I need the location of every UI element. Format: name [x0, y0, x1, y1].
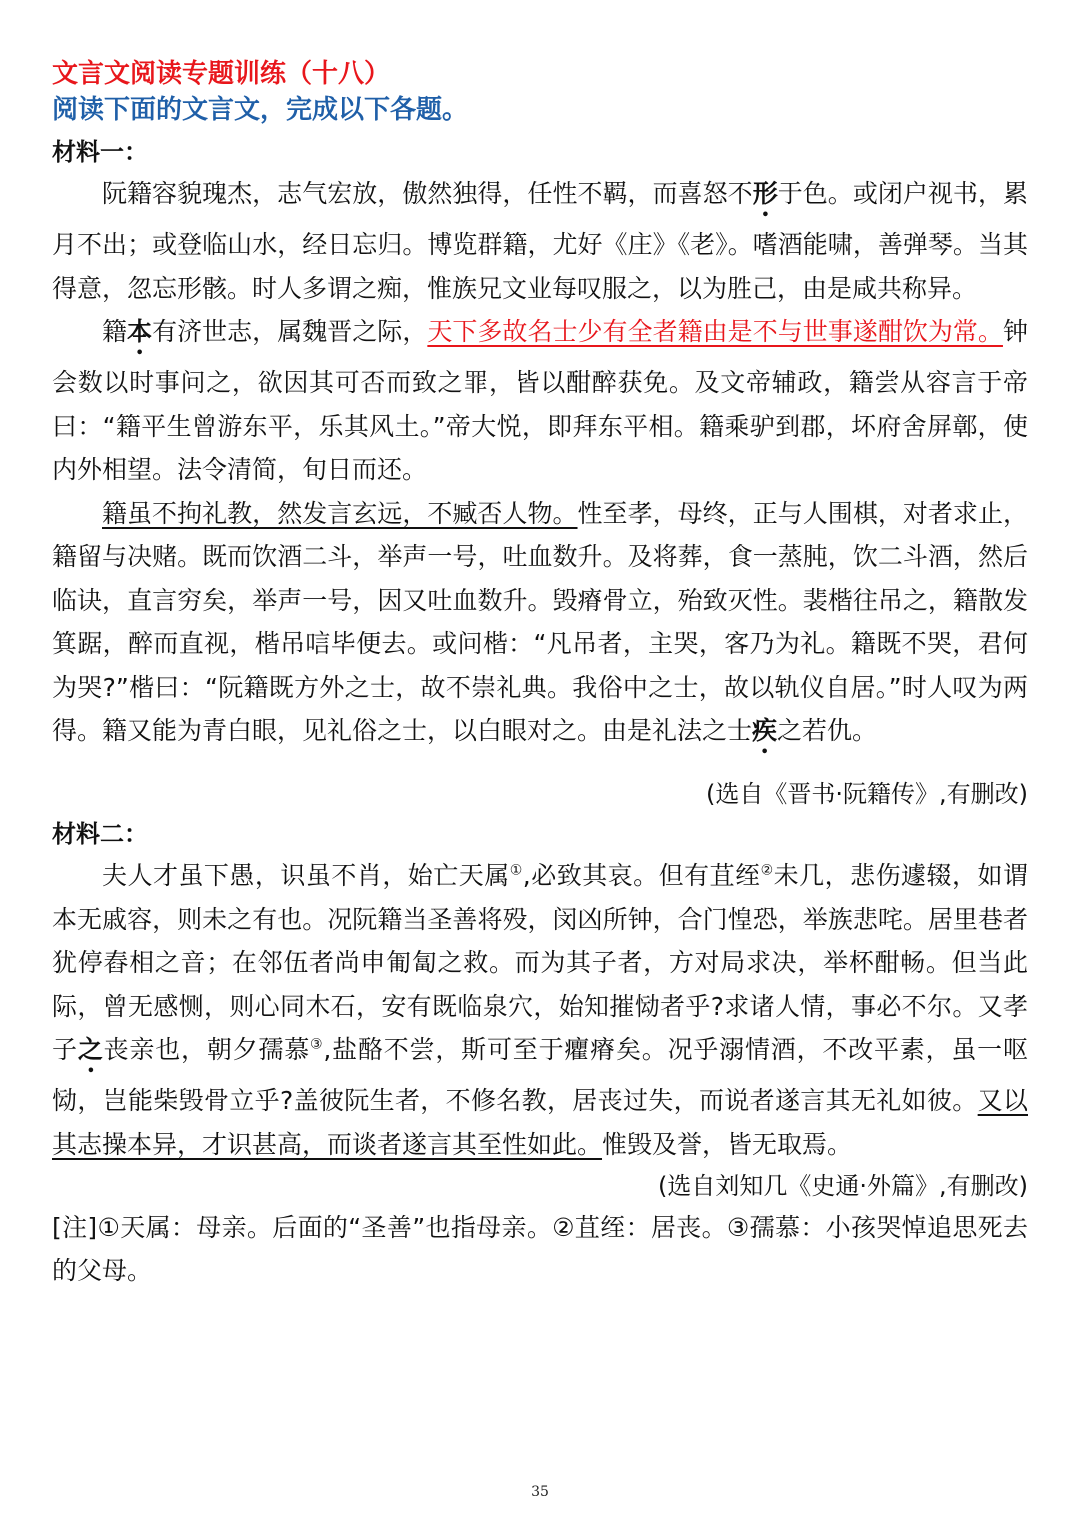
emphasis-char-xing: 形: [752, 179, 778, 208]
footnote-marker-2: ②: [760, 862, 774, 879]
footnote-marker-1: ①: [509, 862, 523, 879]
footnotes: [注]①天属：母亲。后面的“圣善”也指母亲。②苴绖：居丧。③孺慕：小孩哭悼追思死去的父母。: [52, 1213, 1028, 1285]
material1-source: (选自《晋书·阮籍传》,有删改): [706, 780, 1028, 808]
red-underlined-sentence: 天下多故名士少有全者籍由是不与世事遂酣饮为常。: [427, 317, 1003, 346]
material1-paragraph-1: 阮籍容貌瑰杰，志气宏放，傲然独得，任性不羁，而喜怒不形于色。或闭户视书，累月不出；或登临山水，经日忘归。博览群籍，尤好《庄》《老》。嗜酒能啸，善弹琴。当其得意，忽忘形骸。时人多谓之痴，惟族兄文业每叹服之，以为胜己，由是咸共称异。: [52, 179, 1028, 303]
material1-paragraph-2: 籍本有济世志，属魏晋之际，天下多故名士少有全者籍由是不与世事遂酣饮为常。钟会数以时事问之，欲因其可否而致之罪，皆以酣醉获免。及文帝辅政，籍尝从容言于帝曰：“籍平生曾游东平，乐其风土。”帝大悦，即拜东平相。籍乘驴到郡，坏府舍屏鄣，使内外相望。法令清简，旬日而还。: [52, 317, 1028, 484]
material2-label: 材料二：: [52, 820, 148, 848]
material1-paragraph-3: 籍虽不拘礼教，然发言玄远，不臧否人物。性至孝，母终，正与人围棋，对者求止，籍留与决赌。既而饮酒二斗，举声一号，吐血数升。及将葬，食一蒸肫，饮二斗酒，然后临诀，直言穷矣，举声一号，因又吐血数升。毁瘠骨立，殆致灭性。裴楷往吊之，籍散发箕踞，醉而直视，楷吊唁毕便去。或问楷：“凡吊者，主哭，客乃为礼。籍既不哭，君何为哭?”楷曰：“阮籍既方外之士，故不崇礼典。我俗中之士，故以轨仪自居。”时人叹为两得。籍又能为青白眼，见礼俗之士，以白眼对之。由是礼法之士疾之若仇。: [52, 498, 1028, 745]
emphasis-char-ben: 本: [127, 317, 153, 346]
material1-label: 材料一：: [52, 138, 148, 166]
material2-paragraph-1: 夫人才虽下愚，识虽不肖，始亡天属①,必致其哀。但有苴绖②未几，悲伤遽辍，如谓本无戚容，则未之有也。况阮籍当圣善将殁，闵凶所钟，合门惶恐，举族悲咤。居里巷者犹停舂相之音；在邻伍者尚申匍匐之救。而为其子者，方对局求决，举杯酣畅。但当此际，曾无感恻，则心同木石，安有既临泉穴，始知摧恸者乎?求诸人情，事必不尔。又孝子之丧亲也，朝夕孺慕③,盐酪不尝，斯可至于癯瘠矣。况乎溺情酒，不改平素，虽一呕恸，岂能柴毁骨立乎?盖彼阮生者，不修名教，居丧过失，而说者遂言其无礼如彼。又以其志操本异，才识甚高，而谈者遂言其至性如此。惟毁及誉，皆无取焉。: [52, 861, 1028, 1159]
emphasis-char-ji: 疾: [752, 716, 778, 745]
instruction-text: 阅读下面的文言文，完成以下各题。: [52, 95, 469, 125]
document-page: [52, 56, 1028, 1292]
page-number: 35: [531, 1484, 549, 1500]
underlined-sentence-1: 籍虽不拘礼教，然发言玄远，不臧否人物。: [102, 498, 578, 528]
document-title: 文言文阅读专题训练（十八）: [52, 59, 391, 89]
underlined-sentence-2: 又以其志操本异，才识甚高，而谈者遂言其至性如此。: [52, 1086, 1028, 1159]
footnote-marker-3: ③: [310, 1036, 324, 1053]
material2-source: (选自刘知几《史通·外篇》,有删改): [658, 1172, 1028, 1200]
emphasis-char-zhi: 之: [77, 1035, 104, 1064]
